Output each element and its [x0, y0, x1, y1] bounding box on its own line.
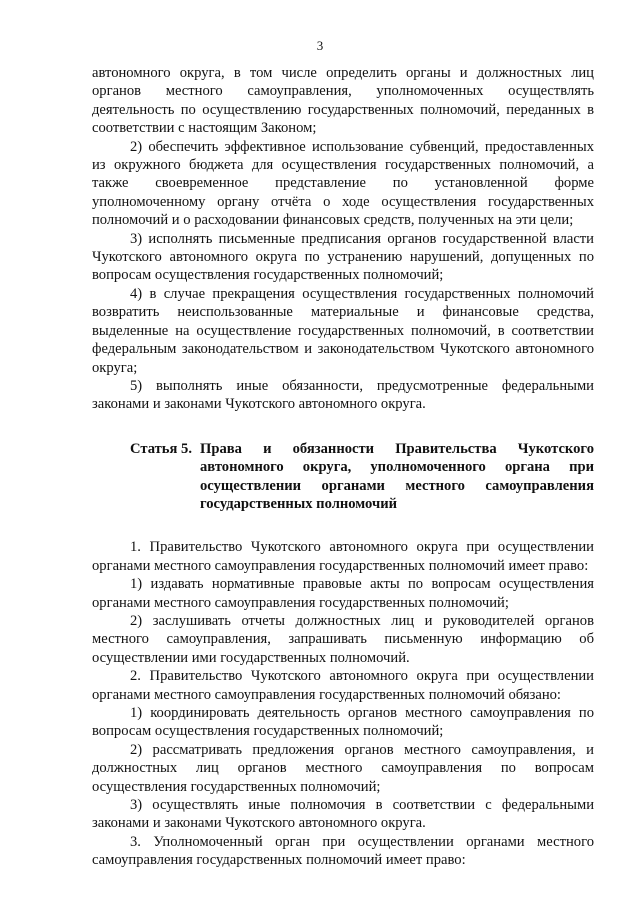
- document-body: [92, 64, 594, 870]
- paragraph-section-1-item-2: 2) заслушивать отчеты должностных лиц и руководителей органов местного самоуправления, запрашивать письменную информацию об осуществлении ими государственных полномочий.: [92, 612, 594, 666]
- paragraph-item-2: 2) обеспечить эффективное использование субвенций, предоставленных из окружного бюджета для осуществления государственных полномочий, а также своевременное представление по установленной форме уполномоченному органу отчёта о ходе осуществления государственных полномочий и о расходовании финансовых средств, полученных на эти цели;: [92, 138, 594, 229]
- article-number: Статья 5.: [130, 440, 192, 457]
- paragraph-section-2: 2. Правительство Чукотского автономного округа при осуществлении органами местного самоуправления государственных полномочий обязано:: [92, 668, 594, 703]
- paragraph-section-1: 1. Правительство Чукотского автономного округа при осуществлении органами местного самоуправления государственных полномочий имеет право:: [92, 539, 594, 574]
- paragraph-item-5: 5) выполнять иные обязанности, предусмотренные федеральными законами и законами Чукотского автономного округа.: [92, 377, 594, 413]
- paragraph-continuation: автономного округа, в том числе определить органы и должностных лиц органов местного самоуправления, уполномоченных осуществлять деятельность по осуществлению государственных полномочий, переданных в соответствии с настоящим Законом;: [92, 65, 594, 137]
- paragraph-item-3: 3) исполнять письменные предписания органов государственной власти Чукотского автономного округа по устранению нарушений, допущенных по вопросам осуществления государственных полномочий;: [92, 230, 594, 284]
- article-title: Права и обязанности Правительства Чукотского автономного округа, уполномоченного органа при осуществлении органами местного самоуправления государственных полномочий: [200, 440, 594, 512]
- paragraph-section-2-item-1: 1) координировать деятельность органов местного самоуправления по вопросам осуществления государственных полномочий;: [92, 705, 594, 740]
- article-heading: [130, 440, 594, 514]
- paragraph-section-1-item-1: 1) издавать нормативные правовые акты по вопросам осуществления органами местного самоуправления государственных полномочий;: [92, 576, 594, 611]
- paragraph-item-4: 4) в случае прекращения осуществления государственных полномочий возвратить неиспользованные материальные и финансовые средства, выделенные на осуществление государственных полномочий, в соответствии федеральным законодательством и законодательством Чукотского автономного округа;: [92, 285, 594, 376]
- page-number: 3: [316, 38, 324, 53]
- paragraph-section-3: 3. Уполномоченный орган при осуществлении органами местного самоуправления государственных полномочий имеет право:: [92, 833, 594, 869]
- paragraph-section-2-item-2: 2) рассматривать предложения органов местного самоуправления, и должностных лиц органов местного самоуправления по вопросам осуществления государственных полномочий;: [92, 741, 594, 795]
- paragraph-section-2-item-3: 3) осуществлять иные полномочия в соответствии с федеральными законами и законами Чукотского автономного округа.: [92, 797, 594, 832]
